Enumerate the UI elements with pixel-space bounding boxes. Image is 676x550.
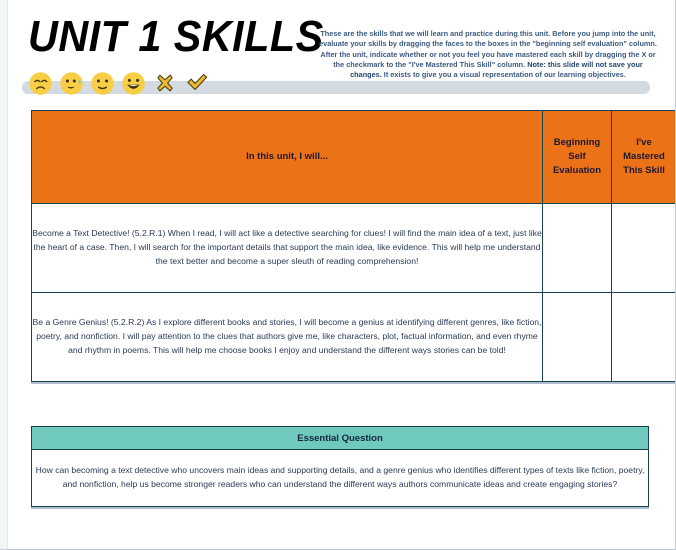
instructions-text [318,29,658,81]
anxious-sweat-face[interactable] [59,71,84,96]
column-header-ive-mastered-this-skill: I've Mastered This Skill [612,111,676,204]
sad-face[interactable] [28,71,53,96]
skills-table [31,110,676,382]
x-mark-icon[interactable] [152,70,178,96]
skills-table-head [32,111,676,204]
table-row [32,204,676,293]
grinning-face[interactable] [121,71,146,96]
instructions-part-one: These are the skills that we will learn and practice during this unit. Before you jump into the unit, evaluate your skills by dragging the faces to the boxes in the "beginning self evaluation" column. After the unit, indicate whether or not you feel you have mastered each skill by dragging the X or the checkmark to the "I've Mastered This Skill" column. [319,29,657,70]
mastered-skill-dropzone[interactable] [612,204,676,293]
neutral-slight-smile-face[interactable] [90,71,115,96]
column-header-skill: In this unit, I will... [32,111,543,204]
instructions-part-two: It exists to give you a visual representation of our learning objectives. [381,70,626,80]
slide-header [0,0,676,104]
essential-question-text: How can becoming a text detective who uncovers main ideas and supporting details, and a genre genius who identifies different types of texts like fiction, poetry, and nonfiction, help us become stronger readers who can understand the different ways authors communicate ideas and create engaging stories? [32,450,649,507]
skill-description-cell: Become a Text Detective! (5.2.R.1) When I read, I will act like a detective searching for clues! I will find the main idea of a text, just like the heart of a case. Then, I will search for the important details that support the main idea, like evidence. This will help me understand the text better and become a super sleuth of reading comprehension! [32,204,543,293]
table-header-row [32,111,676,204]
beginning-self-evaluation-dropzone[interactable] [543,204,612,293]
skill-description-cell: Be a Genre Genius! (5.2.R.2) As I explore different books and stories, I will become a genius at identifying different genres, like fiction, poetry, and nonfiction. I will pay attention to the clues that authors give me, like characters, plot, factual information, and even rhyme and rhythm in poems. This will help me choose books I enjoy and understand the different ways stories can be told! [32,293,543,382]
table-row [32,293,676,382]
essential-question-body [32,427,649,507]
column-header-beginning-self-evaluation: Beginning Self Evaluation [543,111,612,204]
page-title: UNIT 1 SKILLS [28,12,324,61]
skills-table-body [32,204,676,382]
essential-question-text-row [32,450,649,507]
essential-question-table [31,426,649,507]
instructions-note-bold: Note: this slide will not save your changes. [350,60,643,80]
essential-question-header-row [32,427,649,450]
beginning-self-evaluation-dropzone[interactable] [543,293,612,382]
essential-question-heading: Essential Question [32,427,649,450]
mastered-skill-dropzone[interactable] [612,293,676,382]
draggable-icon-tray [28,70,210,96]
check-mark-icon[interactable] [184,70,210,96]
